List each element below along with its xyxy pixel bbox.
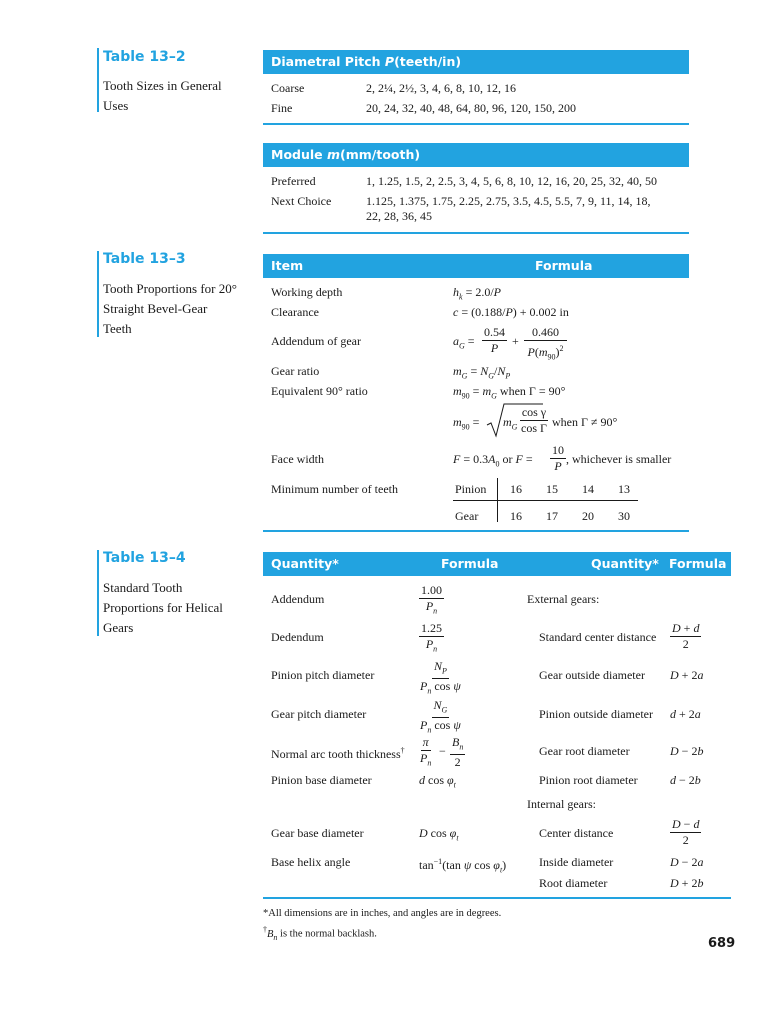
center-distance-label: Center distance <box>539 826 614 840</box>
clearance-formula: c = (0.188/P) + 0.002 in <box>453 305 569 319</box>
external-gears-label: External gears: <box>527 592 600 606</box>
gear-ratio-label: Gear ratio <box>271 364 320 378</box>
fine-value: 20, 24, 32, 40, 48, 64, 80, 96, 120, 150, 200 <box>366 101 576 115</box>
gear-base-formula: D $\cos \varphi_t$ <box>419 826 459 843</box>
module-header-text: Module m(mm/tooth) <box>271 147 421 162</box>
working-depth-formula: $h_k = 2.0/P$ <box>453 285 502 302</box>
table-13-3-header <box>263 254 689 278</box>
pinion-teeth-3: 14 <box>582 482 594 496</box>
item-header: Item <box>271 258 304 273</box>
addendum-label: Addendum <box>271 592 325 606</box>
internal-gears-label: Internal gears: <box>527 797 596 811</box>
pinion-teeth-2: 15 <box>546 482 558 496</box>
normal-arc-frac-2: $\frac{B_n}{2}$ <box>452 735 464 770</box>
coarse-label: Coarse <box>271 81 305 95</box>
pinion-outside-label: Pinion outside diameter <box>539 707 653 721</box>
gear-root-label: Gear root diameter <box>539 744 630 758</box>
gear-root-formula: D − 2b <box>670 744 704 758</box>
diametral-bottom-rule <box>263 123 689 125</box>
pinion-base-formula: d $\cos \varphi_t$ <box>419 773 456 790</box>
formula-header-1: Formula <box>441 556 499 571</box>
formula-header: Formula <box>535 258 593 273</box>
coarse-value: 2, 2¼, 2½, 3, 4, 6, 8, 10, 12, 16 <box>366 81 516 95</box>
formula-header-2: Formula <box>669 556 727 571</box>
pinion-pitch-formula: $\frac{N_P}{P_n \cos \psi}$ <box>420 659 461 696</box>
gear-base-label: Gear base diameter <box>271 826 364 840</box>
gear-ratio-formula: $m_G = N_G/N_P$ <box>453 364 511 381</box>
footnote-1: *All dimensions are in inches, and angles are in degrees. <box>263 908 502 919</box>
sqrt-when: when Γ ≠ 90° <box>552 415 618 429</box>
inside-diameter-formula: D − 2a <box>670 855 704 869</box>
std-center-formula: $\frac{D + d}{2}$ <box>672 621 700 651</box>
sqrt-frac: $\frac{\text{cos γ}}{\text{cos Γ}}$ <box>521 405 547 435</box>
sqrt-mg: $m_G$ <box>503 415 518 432</box>
equiv-ratio-formula-2-lhs: $m_{90}$ = <box>453 415 480 432</box>
table-13-4-caption: Standard Tooth Proportions for Helical Gears <box>103 580 223 635</box>
caption-bar-13-3 <box>97 251 99 337</box>
helix-label: Base helix angle <box>271 855 351 869</box>
caption-bar-13-2 <box>97 48 99 112</box>
table-13-4-label: Table 13–4 <box>103 550 186 566</box>
inside-diameter-label: Inside diameter <box>539 855 614 869</box>
fine-label: Fine <box>271 101 293 115</box>
preferred-value: 1, 1.25, 1.5, 2, 2.5, 3, 4, 5, 6, 8, 10, 12, 16, 20, 25, 32, 40, 50 <box>366 174 657 188</box>
gear-outside-label: Gear outside diameter <box>539 668 645 682</box>
preferred-label: Preferred <box>271 174 316 188</box>
pinion-pitch-label: Pinion pitch diameter <box>271 668 375 682</box>
diametral-header-text: Diametral Pitch P(teeth/in) <box>271 54 462 69</box>
addendum-plus: + <box>512 334 519 348</box>
face-width-formula-b: , whichever is smaller <box>566 452 672 466</box>
table-13-3-label: Table 13–3 <box>103 251 186 267</box>
pinion-teeth-1: 16 <box>510 482 522 496</box>
working-depth-label: Working depth <box>271 285 343 299</box>
addendum-gear-label: Addendum of gear <box>271 334 361 348</box>
equiv-ratio-formula: $m_{90} = m_G$ when Γ = 90° <box>453 384 566 401</box>
caption-bar-13-4 <box>97 550 99 636</box>
gear-pitch-label: Gear pitch diameter <box>271 707 367 721</box>
gear-teeth-1: 16 <box>510 509 522 523</box>
gear-teeth-2: 17 <box>546 509 558 523</box>
diametral-pitch-header <box>263 50 689 74</box>
table-13-4-bottom-rule <box>263 897 731 899</box>
root-diameter-formula: D + 2b <box>670 876 704 890</box>
footnote-2: $^\dagger B_n$ is the normal backlash. <box>263 925 377 942</box>
min-teeth-label: Minimum number of teeth <box>271 482 398 496</box>
page-number: 689 <box>708 936 736 951</box>
footnote-2-text: is the normal backlash. <box>280 928 377 940</box>
table-13-3-caption: Tooth Proportions for 20° Straight Bevel-Gear Teeth <box>103 281 237 336</box>
next-choice-label: Next Choice <box>271 194 332 208</box>
face-width-formula-a: $F = 0.3A_0$ or F = <box>453 452 533 469</box>
addendum-frac-1: $\frac{0.54}{P}$ <box>484 325 505 355</box>
normal-arc-minus: − <box>439 744 446 758</box>
std-center-label: Standard center distance <box>539 630 657 644</box>
pinion-teeth-4: 13 <box>618 482 630 496</box>
dedendum-formula: $\frac{1.25}{P_n}$ <box>421 621 442 654</box>
pinion-outside-formula: d + 2a <box>670 707 701 721</box>
normal-arc-text: Normal arc tooth thickness <box>271 747 401 761</box>
module-header <box>263 143 689 167</box>
equiv-ratio-label: Equivalent 90° ratio <box>271 384 368 398</box>
helix-formula: $\tan^{-1}(\tan$ ψ $\cos \varphi_t$) <box>419 857 507 875</box>
gear-teeth-3: 20 <box>582 509 594 523</box>
face-width-label: Face width <box>271 452 324 466</box>
clearance-label: Clearance <box>271 305 319 319</box>
pinion-base-label: Pinion base diameter <box>271 773 372 787</box>
root-diameter-label: Root diameter <box>539 876 608 890</box>
table-13-4-header <box>263 552 731 576</box>
pinion-row-label: Pinion <box>455 482 487 496</box>
pinion-root-label: Pinion root diameter <box>539 773 638 787</box>
normal-arc-frac-1: $\frac{\pi}{P_n}$ <box>420 735 432 768</box>
dedendum-label: Dedendum <box>271 630 324 644</box>
table-13-2-caption: Tooth Sizes in General Uses <box>103 78 222 113</box>
addendum-frac-2: $\frac{0.460}{P(m_{90})^2}$ <box>526 325 565 362</box>
gear-teeth-4: 30 <box>618 509 630 523</box>
next-choice-value-line2: 22, 28, 36, 45 <box>366 209 432 223</box>
gear-pitch-formula: $\frac{N_G}{P_n \cos \psi}$ <box>420 698 461 735</box>
gear-outside-formula: D + 2a <box>670 668 704 682</box>
table-13-2-label: Table 13–2 <box>103 49 186 65</box>
module-bottom-rule <box>263 232 689 234</box>
quantity-header-1: Quantity* <box>271 556 339 571</box>
min-teeth-hline <box>453 500 638 501</box>
addendum-gear-lhs: $a_G$ = <box>453 334 475 351</box>
pinion-root-formula: d − 2b <box>670 773 701 787</box>
center-distance-formula: $\frac{D - d}{2}$ <box>672 817 700 847</box>
quantity-header-2: Quantity* <box>591 556 659 571</box>
addendum-formula: $\frac{1.00}{P_n}$ <box>421 583 442 616</box>
face-width-frac: $\frac{10}{P}$ <box>552 443 564 473</box>
next-choice-value: 1.125, 1.375, 1.75, 2.25, 2.75, 3.5, 4.5, 5.5, 7, 9, 11, 14, 18, <box>366 194 651 208</box>
table-13-3-bottom-rule <box>263 530 689 532</box>
normal-arc-label: Normal arc tooth thickness† <box>271 746 405 761</box>
gear-row-label: Gear <box>455 509 479 523</box>
